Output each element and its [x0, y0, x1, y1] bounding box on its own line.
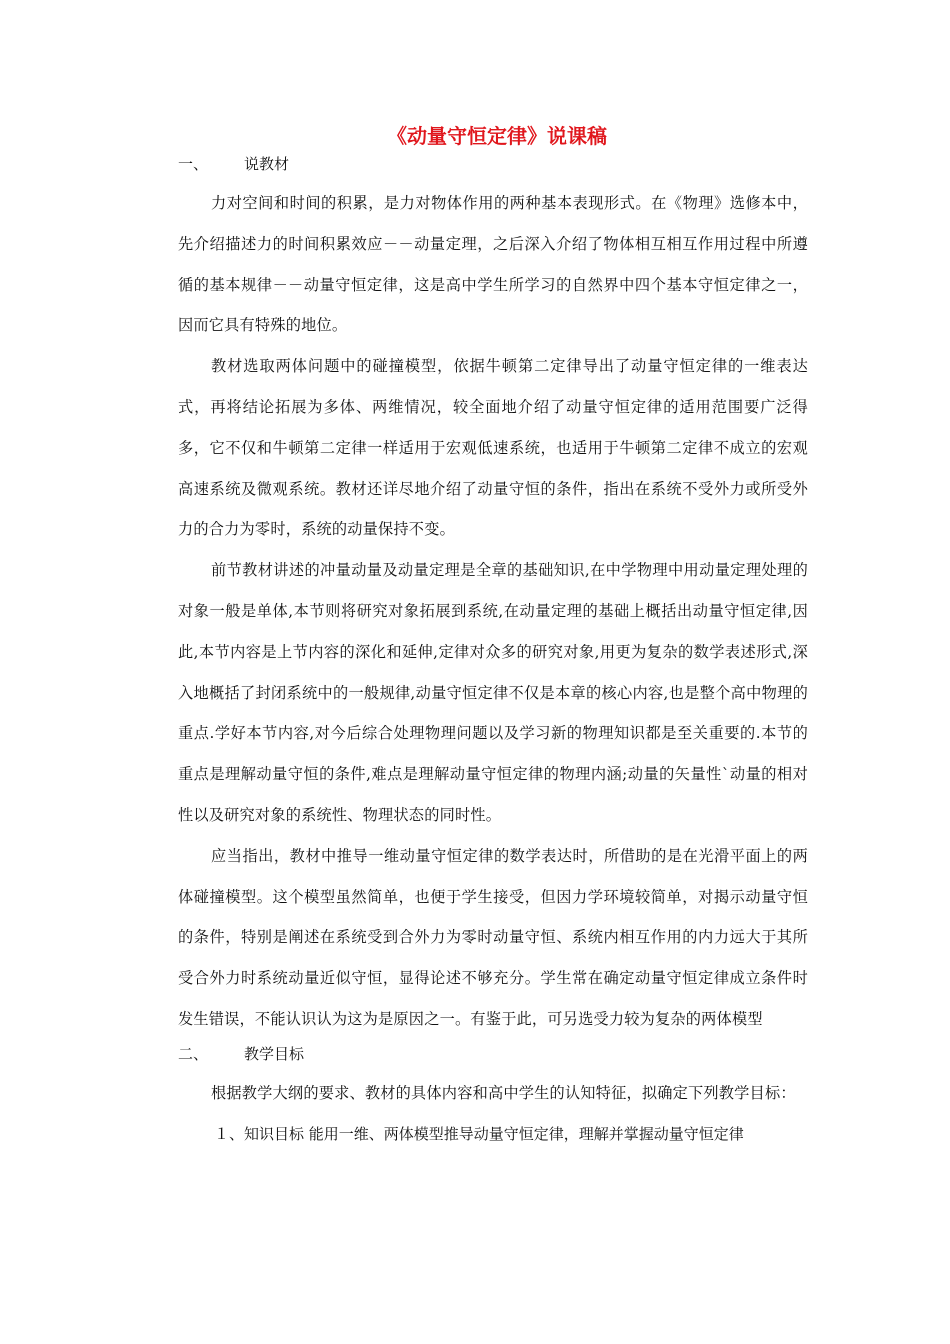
- paragraph: 力对空间和时间的积累，是力对物体作用的两种基本表现形式。在《物理》选修本中，先介绍描述力的时间积累效应－－动量定理，之后深入介绍了物体相互相互作用过程中所遵循的基本规律－－动量守恒定律，这是高中学生所学习的自然界中四个基本守恒定律之一，因而它具有特殊的地位。: [178, 194, 808, 335]
- section-title: 教学目标: [244, 1044, 305, 1063]
- paragraph: 教材选取两体问题中的碰撞模型，依据牛顿第二定律导出了动量守恒定律的一维表达式，再将结论拓展为多体、两维情况，较全面地介绍了动量守恒定律的适用范围要广泛得多，它不仅和牛顿第二定律一样适用于宏观低速系统，也适用于牛顿第二定律不成立的宏观高速系统及微观系统。教材还详尽地介绍了动量守恒的条件，指出在系统不受外力或所受外力的合力为零时，系统的动量保持不变。: [178, 357, 808, 539]
- section-number: 一、: [178, 155, 209, 173]
- section-heading-1: [178, 152, 808, 177]
- document-title: 《动量守恒定律》说课稿: [387, 124, 607, 148]
- goal-item: １、知识目标 能用一维、两体模型推导动量守恒定律，理解并掌握动量守恒定律: [214, 1124, 744, 1143]
- paragraph: 根据教学大纲的要求、教材的具体内容和高中学生的认知特征，拟确定下列教学目标：: [211, 1083, 796, 1102]
- document-page: [178, 120, 808, 1154]
- section-number: 二、: [178, 1044, 209, 1063]
- section-title: 说教材: [244, 155, 290, 173]
- paragraph: 前节教材讲述的冲量动量及动量定理是全章的基础知识,在中学物理中用动量定理处理的对象一般是单体,本节则将研究对象拓展到系统,在动量定理的基础上概括出动量守恒定律,因此,本节内容是上节内容的深化和延伸,定律对众多的研究对象,用更为复杂的数学表述形式,深入地概括了封闭系统中的一般规律,动量守恒定律不仅是本章的核心内容,也是整个高中物理的重点.学好本节内容,对今后综合处理物理问题以及学习新的物理知识都是至关重要的.本节的重点是理解动量守恒的条件,难点是理解动量守恒定律的物理内涵;动量的矢量性`动量的相对性以及研究对象的系统性、物理状态的同时性。: [178, 561, 808, 824]
- paragraph: 应当指出，教材中推导一维动量守恒定律的数学表达时，所借助的是在光滑平面上的两体碰撞模型。这个模型虽然简单，也便于学生接受，但因力学环境较简单，对揭示动量守恒的条件，特别是阐述在系统受到合外力为零时动量守恒、系统内相互作用的内力远大于其所受合外力时系统动量近似守恒，显得论述不够充分。学生常在确定动量守恒定律成立条件时发生错误，不能认识认为这为是原因之一。有鉴于此，可另选受力较为复杂的两体模型: [178, 846, 808, 1028]
- section-heading-2: [178, 1042, 808, 1067]
